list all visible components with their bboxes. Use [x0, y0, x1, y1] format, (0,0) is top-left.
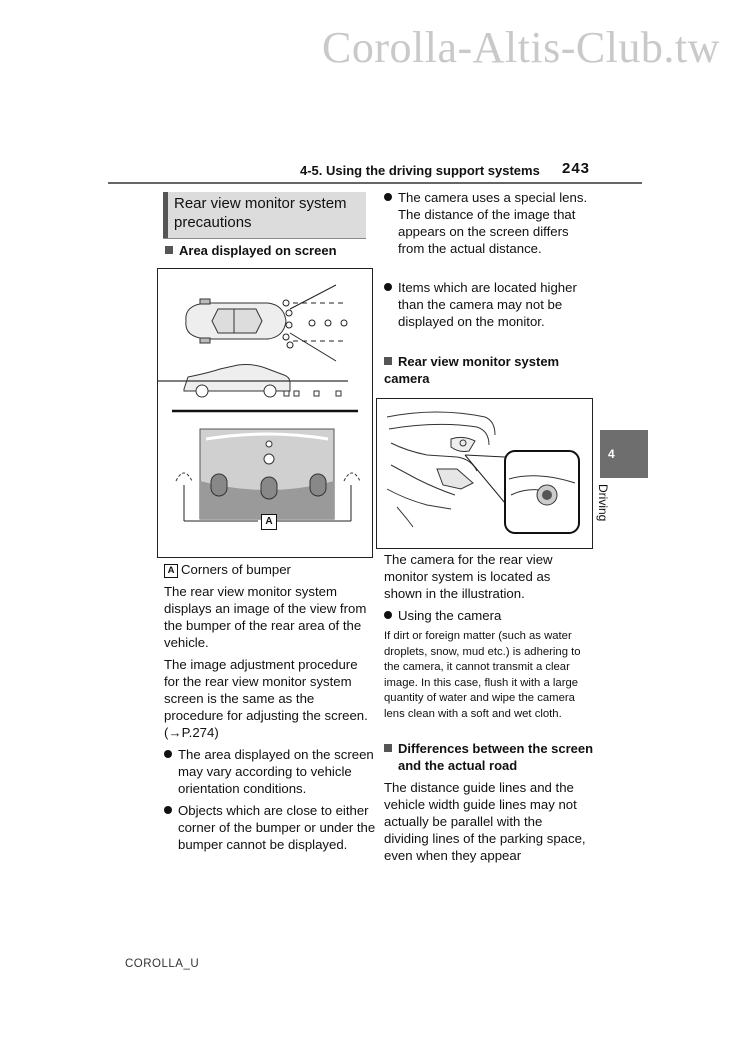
bullet-dot-icon — [384, 283, 392, 291]
subheading-text: Differences between the screen and the actual road — [398, 741, 594, 773]
square-bullet-icon — [165, 246, 173, 254]
chapter-number: 4 — [608, 447, 615, 461]
section-title: Rear view monitor system precautions — [174, 195, 347, 231]
subheading-camera — [384, 353, 589, 387]
section-title-rule — [163, 238, 366, 239]
left-bullet-1 — [164, 746, 383, 797]
square-bullet-icon — [384, 357, 392, 365]
left-bullet-2 — [164, 802, 383, 853]
bullet-text: The area displayed on the screen may vary according to vehicle orientation conditions. — [178, 747, 374, 796]
left-paragraph-1: The rear view monitor system displays an image of the view from the bumper of the rear area of the vehicle. — [164, 584, 367, 650]
caption-marker-a: A — [164, 564, 178, 578]
chapter-tab-label: Driving — [596, 484, 610, 522]
page-number: 243 — [562, 160, 591, 177]
bullet-dot-icon — [384, 611, 392, 619]
camera-illustration — [377, 399, 592, 548]
subheading-area-displayed — [165, 242, 370, 259]
right-bullet-using-camera — [384, 607, 603, 624]
camera-cleaning-note: If dirt or foreign matter (such as water droplets, snow, mud etc.) is adhering to the camera, it cannot transmit a clear image. In this case, flush it with a large quantity of water and wipe the camera lens clean with a soft and wet cloth. — [384, 630, 581, 720]
header-section-title: 4-5. Using the driving support systems — [300, 163, 540, 178]
bullet-text: Objects which are close to either corner of the bumper or under the bumper cannot be displayed. — [178, 803, 376, 852]
square-bullet-icon — [384, 744, 392, 752]
right-paragraph-1: The camera for the rear view monitor system is located as shown in the illustration. — [384, 552, 553, 601]
section-title-box — [163, 192, 366, 238]
chapter-tab — [600, 430, 648, 478]
subheading-text: Area displayed on screen — [179, 243, 337, 258]
subheading-differences — [384, 740, 603, 774]
footer-model-code: COROLLA_U — [125, 958, 200, 970]
bullet-text: Items which are located higher than the camera may not be displayed on the monitor. — [398, 280, 577, 329]
bullet-text: The camera uses a special lens. The distance of the image that appears on the screen differs from the actual distance. — [398, 190, 588, 256]
subheading-text: Rear view monitor system camera — [384, 354, 560, 386]
left-paragraph-2: The image adjustment procedure for the rear view monitor system screen is the same as the procedure for adjusting the screen. (→P.274) — [164, 657, 368, 740]
watermark-text: Corolla-Altis-Club.tw — [322, 23, 720, 72]
caption-corners — [164, 561, 369, 578]
area-displayed-figure — [157, 268, 373, 558]
right-paragraph-2: The distance guide lines and the vehicle width guide lines may not actually be parallel with the dividing lines of the parking space, even when they appear — [384, 780, 586, 863]
figure-marker-a: A — [261, 514, 277, 530]
bullet-dot-icon — [164, 750, 172, 758]
caption-text: Corners of bumper — [181, 562, 291, 577]
camera-location-figure — [376, 398, 593, 549]
header-rule — [108, 182, 642, 184]
bullet-dot-icon — [164, 806, 172, 814]
right-bullet-1 — [384, 189, 598, 257]
bullet-text: Using the camera — [398, 608, 502, 623]
right-bullet-2 — [384, 279, 598, 330]
bullet-dot-icon — [384, 193, 392, 201]
